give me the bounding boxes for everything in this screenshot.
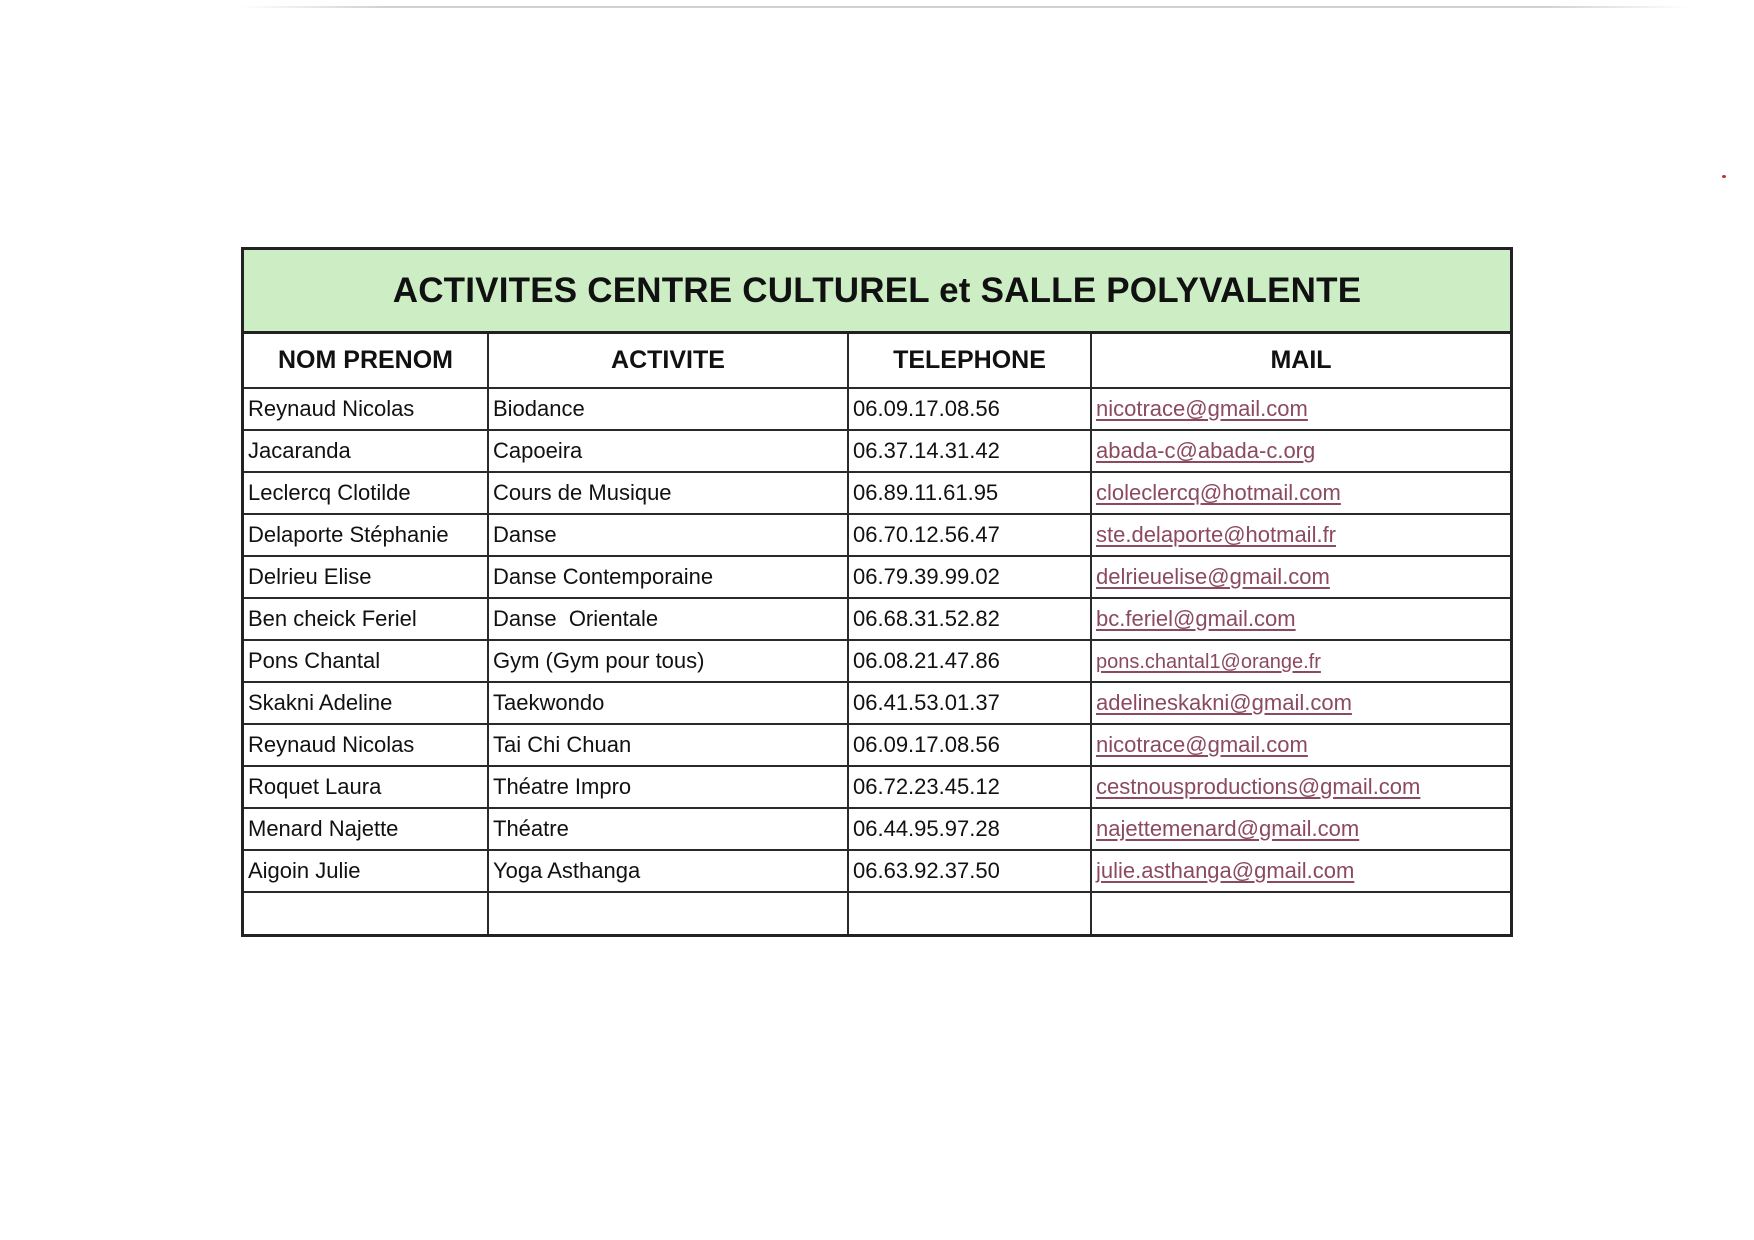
mail-link[interactable]: ste.delaporte@hotmail.fr bbox=[1096, 522, 1337, 547]
cell-activity: Cours de Musique bbox=[488, 472, 848, 514]
table-row bbox=[244, 430, 1510, 472]
cell-name: Reynaud Nicolas bbox=[244, 724, 488, 766]
cell-mail bbox=[1091, 850, 1510, 892]
cell-activity: Danse Contemporaine bbox=[488, 556, 848, 598]
cell-mail bbox=[1091, 598, 1510, 640]
table-row bbox=[244, 682, 1510, 724]
cell-mail bbox=[1091, 724, 1510, 766]
mail-link[interactable]: adelineskakni@gmail.com bbox=[1096, 690, 1352, 715]
cell-phone: 06.09.17.08.56 bbox=[848, 724, 1091, 766]
table-row bbox=[244, 766, 1510, 808]
cell-mail bbox=[1091, 430, 1510, 472]
cell-name: Jacaranda bbox=[244, 430, 488, 472]
mail-link[interactable]: bc.feriel@gmail.com bbox=[1096, 606, 1296, 631]
cell-phone: 06.68.31.52.82 bbox=[848, 598, 1091, 640]
cell-activity: Biodance bbox=[488, 388, 848, 430]
mail-link[interactable]: cloleclercq@hotmail.com bbox=[1096, 480, 1341, 505]
cell-phone: 06.37.14.31.42 bbox=[848, 430, 1091, 472]
mail-link[interactable]: najettemenard@gmail.com bbox=[1096, 816, 1360, 841]
table-row bbox=[244, 598, 1510, 640]
cell-activity: Théatre Impro bbox=[488, 766, 848, 808]
title-banner bbox=[244, 250, 1510, 334]
mail-link[interactable]: nicotrace@gmail.com bbox=[1096, 396, 1308, 421]
scan-edge-line bbox=[240, 6, 1690, 8]
mail-link[interactable]: nicotrace@gmail.com bbox=[1096, 732, 1308, 757]
cell-name: Reynaud Nicolas bbox=[244, 388, 488, 430]
column-header-name: NOM PRENOM bbox=[244, 334, 488, 388]
header-row bbox=[244, 334, 1510, 388]
cell-activity: Danse Orientale bbox=[488, 598, 848, 640]
table-row bbox=[244, 556, 1510, 598]
cell-name: Ben cheick Feriel bbox=[244, 598, 488, 640]
cell-activity: Danse bbox=[488, 514, 848, 556]
cell-name: Delrieu Elise bbox=[244, 556, 488, 598]
cell-name: Leclercq Clotilde bbox=[244, 472, 488, 514]
cell-name: Menard Najette bbox=[244, 808, 488, 850]
scan-speck bbox=[1722, 175, 1726, 178]
cell-phone: 06.09.17.08.56 bbox=[848, 388, 1091, 430]
table-row bbox=[244, 640, 1510, 682]
cell-mail bbox=[1091, 472, 1510, 514]
cell-name: Aigoin Julie bbox=[244, 850, 488, 892]
mail-link[interactable]: abada-c@abada-c.org bbox=[1096, 438, 1316, 463]
table-row bbox=[244, 514, 1510, 556]
cell-activity: Capoeira bbox=[488, 430, 848, 472]
cell-mail bbox=[1091, 892, 1510, 934]
table-row bbox=[244, 808, 1510, 850]
cell-mail bbox=[1091, 682, 1510, 724]
cell-phone: 06.72.23.45.12 bbox=[848, 766, 1091, 808]
document-title: ACTIVITES CENTRE CULTUREL et SALLE POLYVALENTE bbox=[392, 270, 1362, 310]
cell-phone: 06.44.95.97.28 bbox=[848, 808, 1091, 850]
cell-phone bbox=[848, 892, 1091, 934]
cell-name: Roquet Laura bbox=[244, 766, 488, 808]
mail-link[interactable]: julie.asthanga@gmail.com bbox=[1096, 858, 1355, 883]
cell-phone: 06.08.21.47.86 bbox=[848, 640, 1091, 682]
cell-phone: 06.79.39.99.02 bbox=[848, 556, 1091, 598]
table-row bbox=[244, 472, 1510, 514]
cell-mail bbox=[1091, 808, 1510, 850]
table-row bbox=[244, 850, 1510, 892]
cell-name: Pons Chantal bbox=[244, 640, 488, 682]
cell-phone: 06.41.53.01.37 bbox=[848, 682, 1091, 724]
column-header-activity: ACTIVITE bbox=[488, 334, 848, 388]
cell-activity: Yoga Asthanga bbox=[488, 850, 848, 892]
activities-table bbox=[244, 334, 1510, 934]
activities-table-container bbox=[241, 247, 1513, 937]
table-row bbox=[244, 388, 1510, 430]
column-header-mail: MAIL bbox=[1091, 334, 1510, 388]
mail-link[interactable]: cestnousproductions@gmail.com bbox=[1096, 774, 1421, 799]
mail-link[interactable]: pons.chantal1@orange.fr bbox=[1096, 651, 1321, 673]
cell-phone: 06.63.92.37.50 bbox=[848, 850, 1091, 892]
table-row-empty bbox=[244, 892, 1510, 934]
cell-activity: Gym (Gym pour tous) bbox=[488, 640, 848, 682]
cell-mail bbox=[1091, 514, 1510, 556]
cell-activity bbox=[488, 892, 848, 934]
mail-link[interactable]: delrieuelise@gmail.com bbox=[1096, 564, 1330, 589]
table-row bbox=[244, 724, 1510, 766]
cell-name: Skakni Adeline bbox=[244, 682, 488, 724]
cell-phone: 06.70.12.56.47 bbox=[848, 514, 1091, 556]
cell-name bbox=[244, 892, 488, 934]
cell-mail bbox=[1091, 556, 1510, 598]
cell-mail bbox=[1091, 388, 1510, 430]
cell-phone: 06.89.11.61.95 bbox=[848, 472, 1091, 514]
cell-mail bbox=[1091, 766, 1510, 808]
column-header-phone: TELEPHONE bbox=[848, 334, 1091, 388]
cell-activity: Taekwondo bbox=[488, 682, 848, 724]
cell-activity: Tai Chi Chuan bbox=[488, 724, 848, 766]
cell-activity: Théatre bbox=[488, 808, 848, 850]
cell-mail bbox=[1091, 640, 1510, 682]
cell-name: Delaporte Stéphanie bbox=[244, 514, 488, 556]
